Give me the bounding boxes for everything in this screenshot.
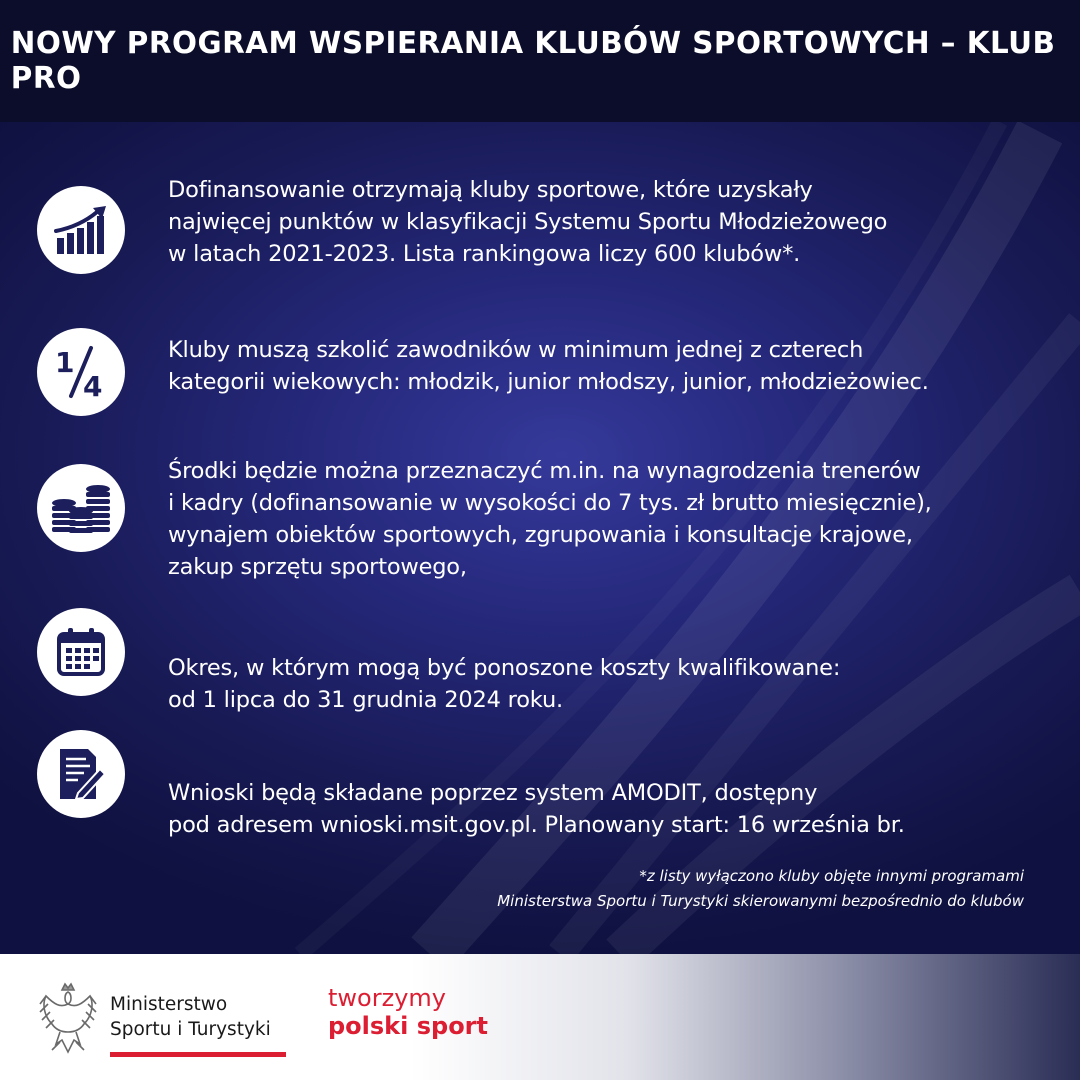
ministry-name (110, 992, 271, 1042)
text-line: i kadry (dofinansowanie w wysokości do 7 tys. zł brutto miesięcznie), (168, 490, 932, 516)
text-line: w latach 2021-2023. Lista rankingowa liczy 600 klubów*. (168, 241, 801, 267)
slogan-logo (328, 984, 488, 1040)
slogan-line-2: polski sport (328, 1012, 488, 1040)
svg-text:4: 4 (83, 370, 103, 400)
info-item-text (168, 334, 1058, 398)
info-item-text (168, 174, 1058, 270)
eagle-emblem-icon (34, 982, 102, 1056)
text-line: Kluby muszą szkolić zawodników w minimum jednej z czterech (168, 337, 864, 363)
header-bar (0, 0, 1080, 122)
growth-chart-icon (53, 204, 109, 256)
ministry-name-line: Ministerstwo (110, 994, 228, 1015)
footer (0, 954, 1080, 1080)
text-line: pod adresem wnioski.msit.gov.pl. Planowany start: 16 września br. (168, 812, 905, 838)
one-quarter-icon (51, 344, 111, 400)
text-line: zakup sprzętu sportowego, (168, 554, 467, 580)
document-pen-icon (56, 747, 106, 801)
text-line: Okres, w którym mogą być ponoszone koszty kwalifikowane: (168, 655, 841, 681)
text-line: Dofinansowanie otrzymają kluby sportowe, które uzyskały (168, 177, 813, 203)
text-line: kategorii wiekowych: młodzik, junior młodszy, junior, młodzieżowiec. (168, 369, 929, 395)
footnote-line: Ministerstwa Sportu i Turystyki skierowanymi bezpośrednio do klubów (497, 892, 1024, 910)
info-item-text (168, 455, 1058, 583)
page-title: NOWY PROGRAM WSPIERANIA KLUBÓW SPORTOWYCH – KLUB PRO (10, 26, 1056, 96)
text-line: Wnioski będą składane poprzez system AMODIT, dostępny (168, 780, 818, 806)
content-panel (0, 122, 1080, 954)
info-item-text (168, 777, 1058, 841)
footnote-line: *z listy wyłączono kluby objęte innymi programami (639, 867, 1024, 885)
footnote (324, 864, 1024, 914)
ministry-logo (34, 982, 271, 1056)
icon-badge (37, 730, 125, 818)
icon-badge (37, 608, 125, 696)
text-line: Środki będzie można przeznaczyć m.in. na wynagrodzenia trenerów (168, 458, 921, 484)
polish-flag-stripe (110, 1050, 286, 1057)
icon-badge (37, 186, 125, 274)
text-line: najwięcej punktów w klasyfikacji Systemu Sportu Młodzieżowego (168, 209, 888, 235)
coins-icon (50, 481, 112, 535)
text-line: wynajem obiektów sportowych, zgrupowania i konsultacje krajowe, (168, 522, 913, 548)
icon-badge (37, 464, 125, 552)
icon-badge (37, 328, 125, 416)
info-item-text (168, 652, 1058, 716)
svg-text:1: 1 (55, 346, 75, 379)
ministry-name-line: Sportu i Turystyki (110, 1019, 271, 1040)
calendar-icon (55, 626, 107, 678)
slogan-line-1: tworzymy (328, 984, 446, 1012)
text-line: od 1 lipca do 31 grudnia 2024 roku. (168, 687, 563, 713)
